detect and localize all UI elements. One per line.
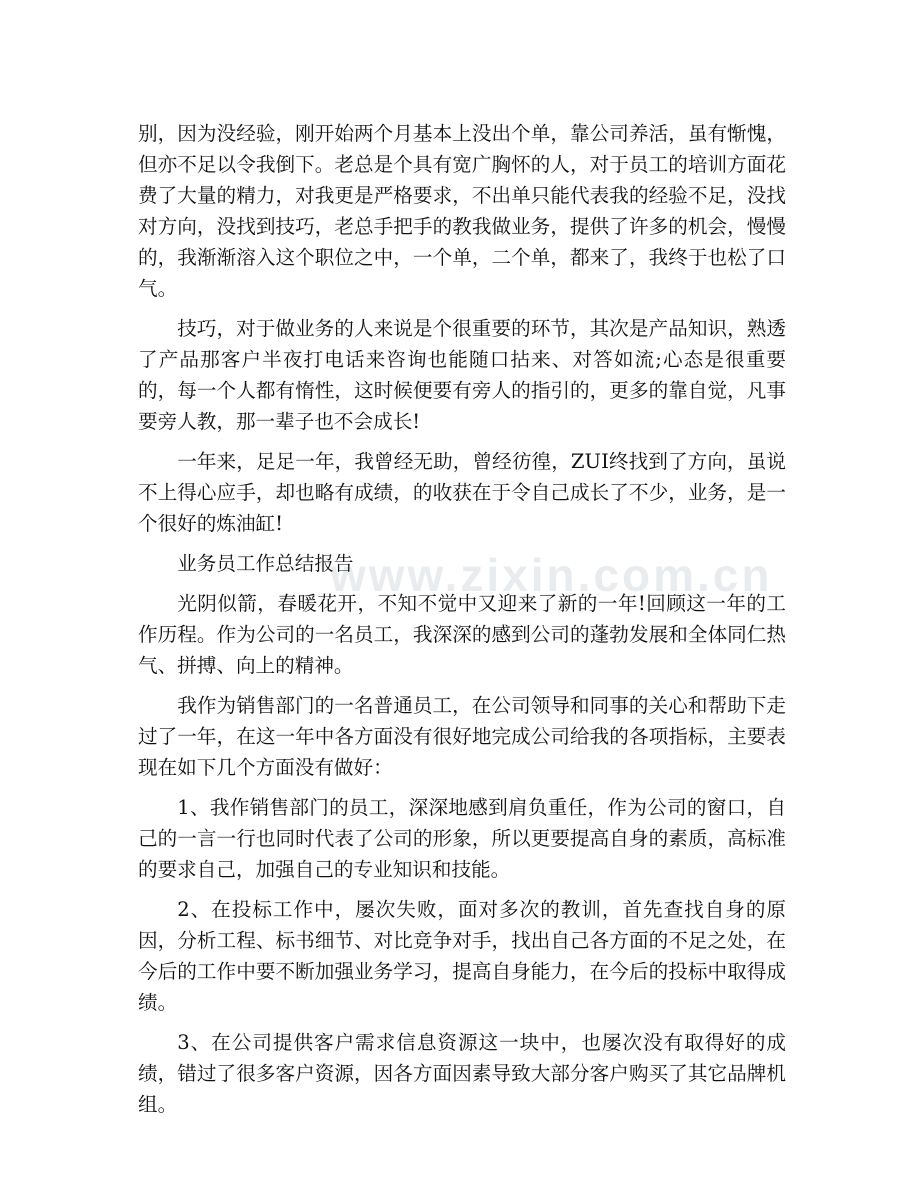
paragraph-continued: 别，因为没经验，刚开始两个月基本上没出个单，靠公司养活，虽有惭愧，但亦不足以令我倒下。老总是个具有宽广胸怀的人，对于员工的培训方面花费了大量的精力，对我更是严格要求，不出单只能代表我的经验不足，没找对方向，没找到技巧，老总手把手的教我做业务，提供了许多的机会，慢慢的，我渐渐溶入这个职位之中，一个单，二个单，都来了，我终于也松了口气。 (138, 122, 786, 300)
watermark: www.zixin.com.cn (330, 549, 773, 601)
list-item-2: 2、在投标工作中，屡次失败，面对多次的教训，首先查找自身的原因，分析工程、标书细节、对比竞争对手，找出自己各方面的不足之处，在今后的工作中要不断加强业务学习，提高自身能力，在今后的投标中取得成绩。 (138, 898, 786, 1014)
paragraph-intro: 光阴似箭，春暖花开，不知不觉中又迎来了新的一年!回顾这一年的工作历程。作为公司的一名员工，我深深的感到公司的蓬勃发展和全体同仁热气、拼搏、向上的精神。 (138, 592, 786, 677)
paragraph-self-assessment: 我作为销售部门的一名普通员工，在公司领导和同事的关心和帮助下走过了一年，在这一年中各方面没有很好地完成公司给我的各项指标，主要表现在如下几个方面没有做好： (138, 694, 786, 779)
list-item-1: 1、我作销售部门的员工，深深地感到肩负重任，作为公司的窗口，自己的一言一行也同时代表了公司的形象，所以更要提高自身的素质，高标准的要求自己，加强自己的专业知识和技能。 (138, 796, 786, 881)
list-item-3: 3、在公司提供客户需求信息资源这一块中，也屡次没有取得好的成绩，错过了很多客户资源，因各方面因素导致大部分客户购买了其它品牌机组。 (138, 1031, 786, 1116)
section-heading: 业务员工作总结报告 (177, 552, 354, 575)
paragraph-skills: 技巧，对于做业务的人来说是个很重要的环节，其次是产品知识，熟透了产品那客户半夜打电话来咨询也能随口拈来、对答如流;心态是很重要的，每一个人都有惰性，这时候便要有旁人的指引的，更多的靠自觉，凡事要旁人教，那一辈子也不会成长! (138, 317, 786, 433)
document-body (138, 118, 786, 1129)
paragraph-year-review: 一年来，足足一年，我曾经无助，曾经彷徨，ZUI终找到了方向，虽说不上得心应手，却也略有成绩，的收获在于令自己成长了不少，业务，是一个很好的炼油缸! (138, 450, 786, 535)
